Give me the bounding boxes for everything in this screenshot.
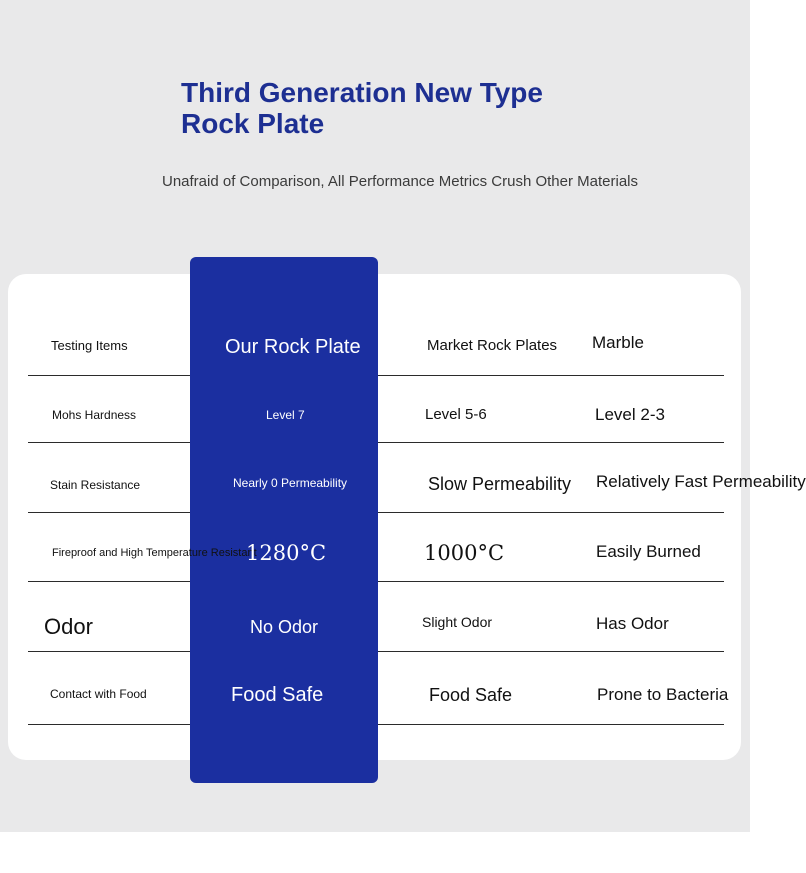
row-mohs-hardness-marble: Level 2-3	[595, 405, 665, 424]
row-stain-resistance-label: Stain Resistance	[50, 478, 141, 492]
row-food-contact-label: Contact with Food	[50, 687, 147, 701]
row-odor-market: Slight Odor	[422, 614, 493, 630]
header-marble: Marble	[592, 333, 644, 352]
header-our-rock-plate: Our Rock Plate	[225, 336, 361, 358]
row-fireproof-market: 1000°C	[424, 541, 505, 565]
row-stain-resistance-marble: Relatively Fast Permeability	[596, 472, 806, 491]
row-mohs-hardness-label: Mohs Hardness	[52, 408, 137, 422]
header-testing-items: Testing Items	[51, 338, 128, 353]
row-stain-resistance-market: Slow Permeability	[428, 474, 572, 494]
row-mohs-hardness-market: Level 5-6	[425, 406, 487, 423]
row-fireproof-ours: 1280°C	[246, 541, 327, 565]
row-odor-ours: No Odor	[250, 617, 319, 637]
row-fireproof-marble: Easily Burned	[596, 542, 701, 561]
header-market-rock-plates: Market Rock Plates	[427, 337, 558, 354]
title-line-2: Rock Plate	[181, 108, 325, 139]
page-subtitle: Unafraid of Comparison, All Performance Metrics Crush Other Materials	[162, 173, 639, 190]
row-odor-marble: Has Odor	[596, 614, 669, 633]
row-mohs-hardness-ours: Level 7	[266, 408, 305, 422]
row-food-contact-market: Food Safe	[429, 685, 513, 705]
row-odor-label: Odor	[44, 614, 93, 639]
title-line-1: Third Generation New Type	[181, 77, 543, 108]
row-stain-resistance-ours: Nearly 0 Permeability	[233, 476, 348, 490]
row-food-contact-ours: Food Safe	[231, 684, 324, 706]
page-title	[181, 77, 543, 139]
row-fireproof-label: Fireproof and High Temperature Resistant	[52, 547, 257, 559]
row-food-contact-marble: Prone to Bacteria	[597, 685, 729, 704]
